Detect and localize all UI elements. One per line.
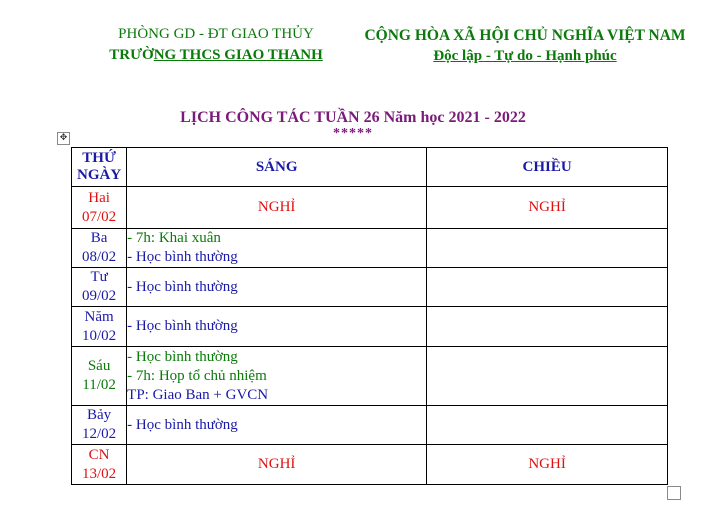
activity-line: - Học bình thường [127,249,238,265]
org-header [85,24,347,66]
header-day [72,148,127,187]
table-row [72,187,668,229]
day-cell [72,268,127,307]
table-row [72,445,668,485]
day-name: Tư [90,269,108,285]
day-cell [72,229,127,268]
school-name-underlined: NG THCS GIAO THANH [153,47,323,63]
day-date: 13/02 [82,465,117,482]
day-date: 12/02 [82,426,117,442]
activity-line: - Học bình thường [127,278,238,295]
morning-cell [127,229,427,268]
activity-line: - 7h: Họp tổ chủ nhiệm [127,367,267,384]
department-name: PHÒNG GD - ĐT GIAO THỦY [118,26,314,42]
title-stars: ***** [333,126,373,141]
day-name: Ba [90,230,108,246]
morning-cell [127,406,427,445]
day-cell [72,187,127,229]
national-title: CỘNG HÒA XÃ HỘI CHỦ NGHĨA VIỆT NAM [364,27,686,44]
table-row [72,347,668,406]
day-name: CN [88,446,110,463]
day-name: Năm [84,308,114,325]
header-morning: SÁNG [127,148,427,187]
morning-cell [127,307,427,347]
national-header [345,25,705,67]
afternoon-cell: NGHỈ [427,445,668,485]
day-name: Sáu [87,358,111,374]
day-name: Bảy [87,407,112,423]
header-afternoon: CHIỀU [427,148,668,187]
schedule-title: LỊCH CÔNG TÁC TUẦN 26 Năm học 2021 - 2022 [180,109,526,126]
header-day-line2: NGÀY [77,167,122,183]
move-arrows-icon[interactable]: ✥ [57,132,70,145]
day-name: Hai [88,189,110,206]
day-cell [72,445,127,485]
activity-line: - Học bình thường [127,416,238,433]
day-cell [72,307,127,347]
afternoon-cell [427,406,668,445]
afternoon-cell [427,307,668,347]
afternoon-cell [427,229,668,268]
afternoon-cell [427,268,668,307]
afternoon-cell: NGHỈ [427,187,668,229]
day-date: 07/02 [82,208,117,225]
morning-cell: NGHỈ [127,445,427,485]
table-header-row [72,148,668,187]
activity-line: - Học bình thường [127,318,238,334]
day-date: 10/02 [82,327,117,344]
day-cell [72,406,127,445]
school-name-prefix: TRƯỜ [109,47,154,63]
table-row [72,229,668,268]
table-row [72,268,668,307]
activity-line: - 7h: Khai xuân [127,230,221,246]
header-day-line1: THỨ [82,150,116,166]
afternoon-cell [427,347,668,406]
morning-cell [127,268,427,307]
day-date: 11/02 [82,377,116,393]
day-date: 08/02 [82,249,117,265]
morning-cell: NGHỈ [127,187,427,229]
table-row [72,307,668,347]
day-date: 09/02 [82,288,117,304]
day-cell [72,347,127,406]
activity-line: - Học bình thường [127,348,238,365]
morning-cell [127,347,427,406]
table-row [72,406,668,445]
schedule-table [71,147,668,485]
national-motto: Độc lập - Tự do - Hạnh phúc [433,48,617,64]
resize-square-icon[interactable] [667,486,681,500]
school-name [85,45,347,66]
activity-line: TP: Giao Ban + GVCN [127,386,269,403]
